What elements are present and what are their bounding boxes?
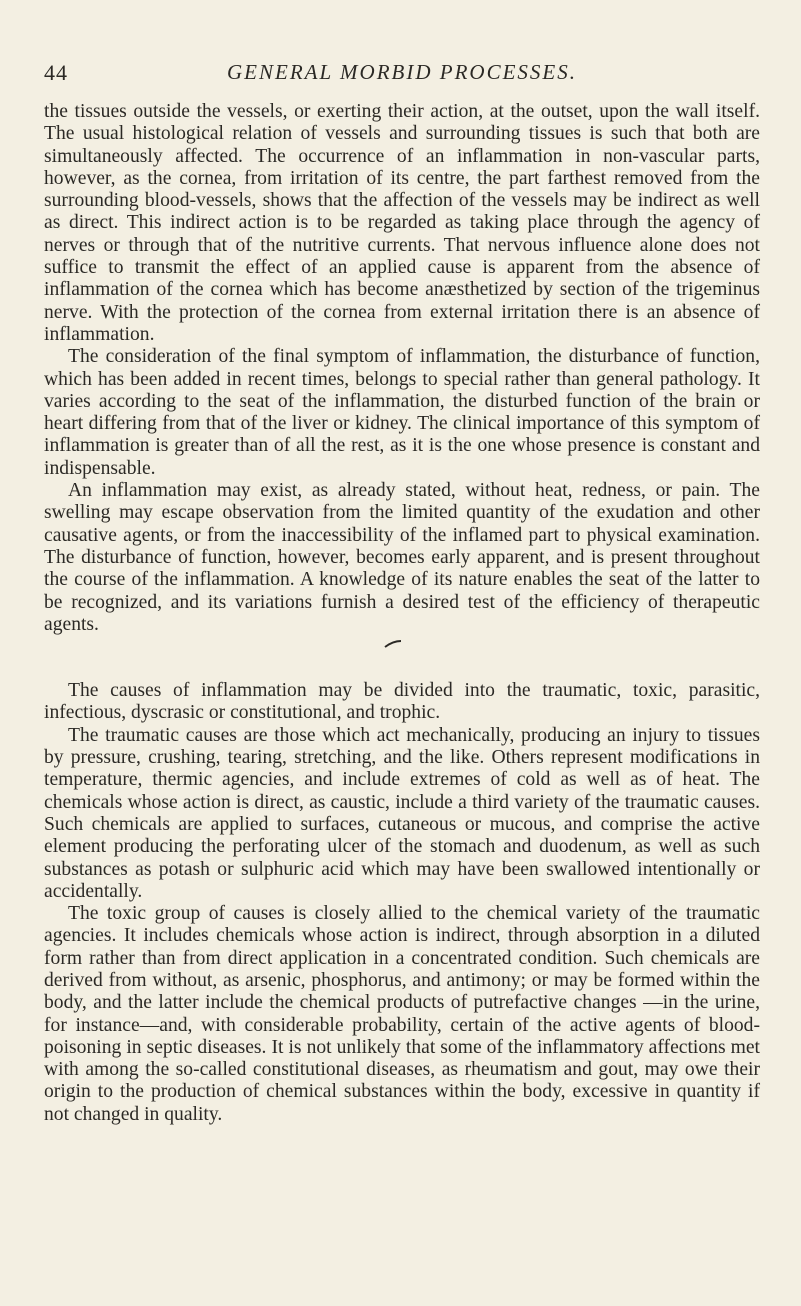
paragraph: the tissues outside the vessels, or exerting their action, at the outset, upon the wall itself. The usual histological relation of vessels and surrounding tissues is such that both are simultaneously affected. The occurrence of an inflammation in non-vascular parts, however, as the cornea, from irritation of its centre, the part farthest removed from the surrounding blood-vessels, shows that the affection of the vessels may be indirect as well as direct. This indirect action is to be regarded as taking place through the agency of nerves or through that of the nutritive currents. That nervous influence alone does not suffice to transmit the effect of an applied cause is apparent from the absence of inflammation of the cornea which has become anæsthetized by section of the trigeminus nerve. With the protection of the cornea from external irritation there is an absence of inflammation.: [44, 101, 760, 345]
page-number: 44: [44, 60, 68, 85]
body-text: [44, 101, 760, 1126]
section-break: [44, 636, 760, 680]
paragraph: The toxic group of causes is closely allied to the chemical variety of the traumatic agencies. It includes chemicals whose action is indirect, through absorption in a diluted form rather than from direct application in a concentrated condition. Such chemicals are derived from without, as arsenic, phosphorus, and antimony; or may be formed within the body, and the latter include the chemical products of putrefactive changes —in the urine, for instance—and, with considerable probability, certain of the active agents of blood-poisoning in septic diseases. It is not unlikely that some of the inflammatory affections met with among the so-called constitutional diseases, as rheumatism and gout, may owe their origin to the production of chemical substances within the body, excessive in quantity if not changed in quality.: [44, 903, 760, 1125]
running-title: GENERAL MORBID PROCESSES.: [227, 60, 577, 84]
running-header: [44, 60, 760, 90]
paragraph: The traumatic causes are those which act mechanically, producing an injury to tissues by pressure, crushing, tearing, stretching, and the like. Others represent modifications in temperature, thermic agencies, and include extremes of cold as well as of heat. The chemicals whose action is direct, as caustic, include a third variety of the traumatic causes. Such chemicals are applied to surfaces, cutaneous or mucous, and comprise the active element producing the perforating ulcer of the stomach and duodenum, as well as such substances as potash or sulphuric acid which may have been swallowed intentionally or accidentally.: [44, 724, 760, 902]
paragraph: An inflammation may exist, as already stated, without heat, redness, or pain. The swelling may escape observation from the limited quantity of the exudation and other causative agents, or from the inaccessibility of the inflamed part to physical examination. The disturbance of function, however, becomes early apparent, and is present throughout the course of the inflammation. A knowledge of its nature enables the seat of the latter to be recognized, and its variations furnish a desired test of the efficiency of therapeutic agents.: [44, 480, 760, 635]
flourish-icon: [384, 640, 402, 648]
book-page: [44, 0, 760, 1306]
paragraph: The consideration of the final symptom of inflammation, the disturbance of function, which has been added in recent times, belongs to special rather than general pathology. It varies according to the seat of the inflammation, the disturbed function of the brain or heart differing from that of the liver or kidney. The clinical importance of this symptom of inflammation is greater than of all the rest, as it is the one whose presence is constant and indispensable.: [44, 346, 760, 479]
paragraph: The causes of inflammation may be divided into the traumatic, toxic, parasitic, infectious, dyscrasic or constitutional, and trophic.: [44, 680, 760, 724]
